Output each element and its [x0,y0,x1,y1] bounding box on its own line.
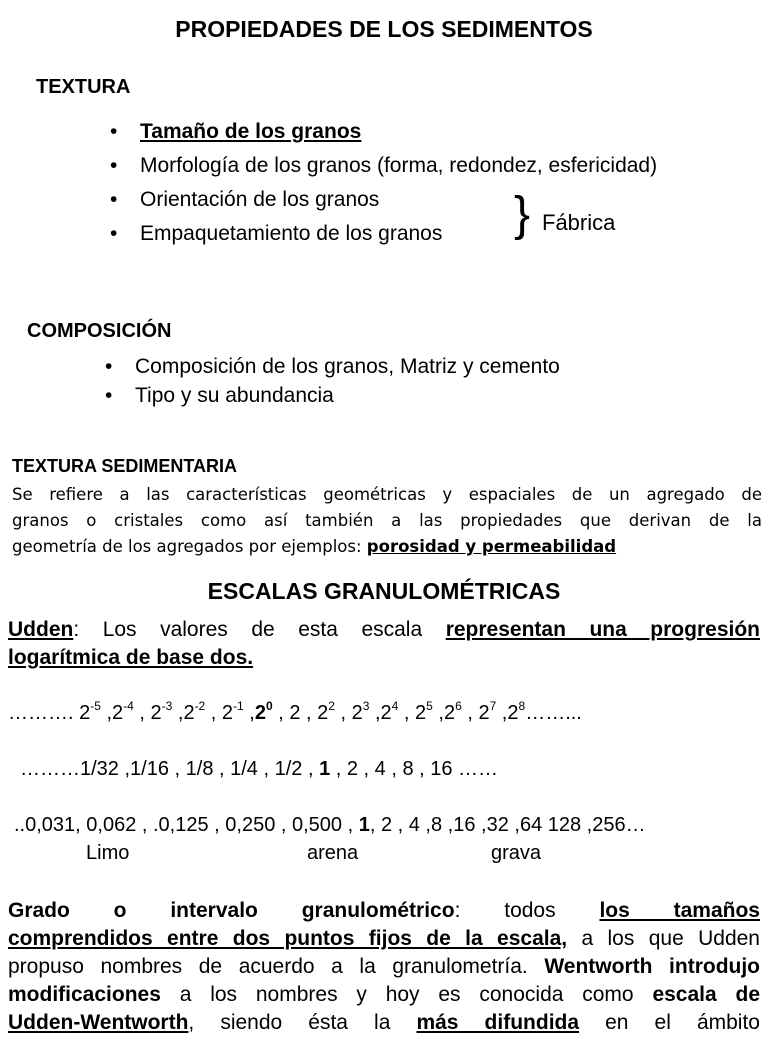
textura-heading: TEXTURA [36,76,131,98]
composicion-heading: COMPOSICIÓN [27,320,172,342]
list-item: • Tamaño de los granos [110,115,657,149]
udden-paragraph: Udden: Los valores de esta escala representan una progresión logarítmica de base dos. [8,618,760,669]
label-limo: Limo [86,842,130,864]
page-title: PROPIEDADES DE LOS SEDIMENTOS [175,16,593,42]
power-term: $2^{-1}$ [221,699,244,724]
list-item: • Orientación de los granos [110,183,657,217]
power-term: $2^6$ [443,699,462,724]
power-term: $2^2$ [317,699,335,724]
power-term: 2 [289,702,301,724]
power-term: $2^{-3}$ [150,699,173,724]
list-item: • Tipo y su abundancia [105,382,560,410]
decimals-sequence: ..0,031, 0,062 , .0,125 , 0,250 , 0,500 , 1, 2 , 4 ,8 ,16 ,32 ,64 128 ,256… [14,814,646,836]
fractions-sequence: ………1/32 ,1/16 , 1/8 , 1/4 , 1/2 , 1 , 2 , 4 , 8 , 16 …… [20,758,499,780]
power-term: $2^{-5}$ [79,699,101,724]
power-term: $2^{-2}$ [183,699,206,724]
label-arena: arena [307,842,359,864]
fabrica-label: Fábrica [542,210,616,235]
power-term: $2^0$ [254,699,273,724]
list-item: • Empaquetamiento de los granos [110,217,657,251]
power-term: $2^3$ [351,699,370,724]
grado-paragraph: Grado o intervalo granulométrico: todos los tamaños comprendidos entre dos puntos fijos de la escala, a los que Udden propuso nombres de acuerdo a la granulometría. Wentworth introdujo modificaciones a los nombres y hoy es conocida como escala de Udden-Wentworth, siendo ésta la más difundida en el ámbito [8,899,761,1034]
udden-name: Udden [8,618,74,641]
list-item: • Morfología de los granos (forma, redondez, esfericidad) [110,149,657,183]
power-term: $2^8$ [507,699,526,724]
power-term: $2^7$ [478,699,497,724]
escalas-heading: ESCALAS GRANULOMÉTRICAS [207,578,561,604]
powers-sequence: ………. $2^{-5}$ $,2^{-4}$ , $2^{-3}$ $,2^{-2}$ , $2^{-1}$ $,2^0$ , 2 , $2^2$ , $2^3$ $,2^4$ , $2^5$ $,2^6$ , $2^7$ $,2^8\dots\dots$... [8,699,582,724]
power-term: $2^5$ [415,699,433,724]
textura-sedimentaria-paragraph: Se refiere a las características geométricas y espaciales de un agregado de granos o cristales como así también a las propiedades que derivan de la geometría de los agregados por ejemplos: porosidad y permeabilidad [12,485,762,556]
composicion-list [105,352,560,410]
porosidad-emphasis: porosidad y permeabilidad [366,537,617,556]
fabrica-brace: } [514,188,531,241]
power-term: $2^{-4}$ [112,699,134,724]
list-item: • Composición de los granos, Matriz y cemento [105,352,560,382]
label-grava: grava [491,842,542,864]
power-term: $2^4$ [380,699,399,724]
textura-sedimentaria-heading: TEXTURA SEDIMENTARIA [12,456,237,476]
